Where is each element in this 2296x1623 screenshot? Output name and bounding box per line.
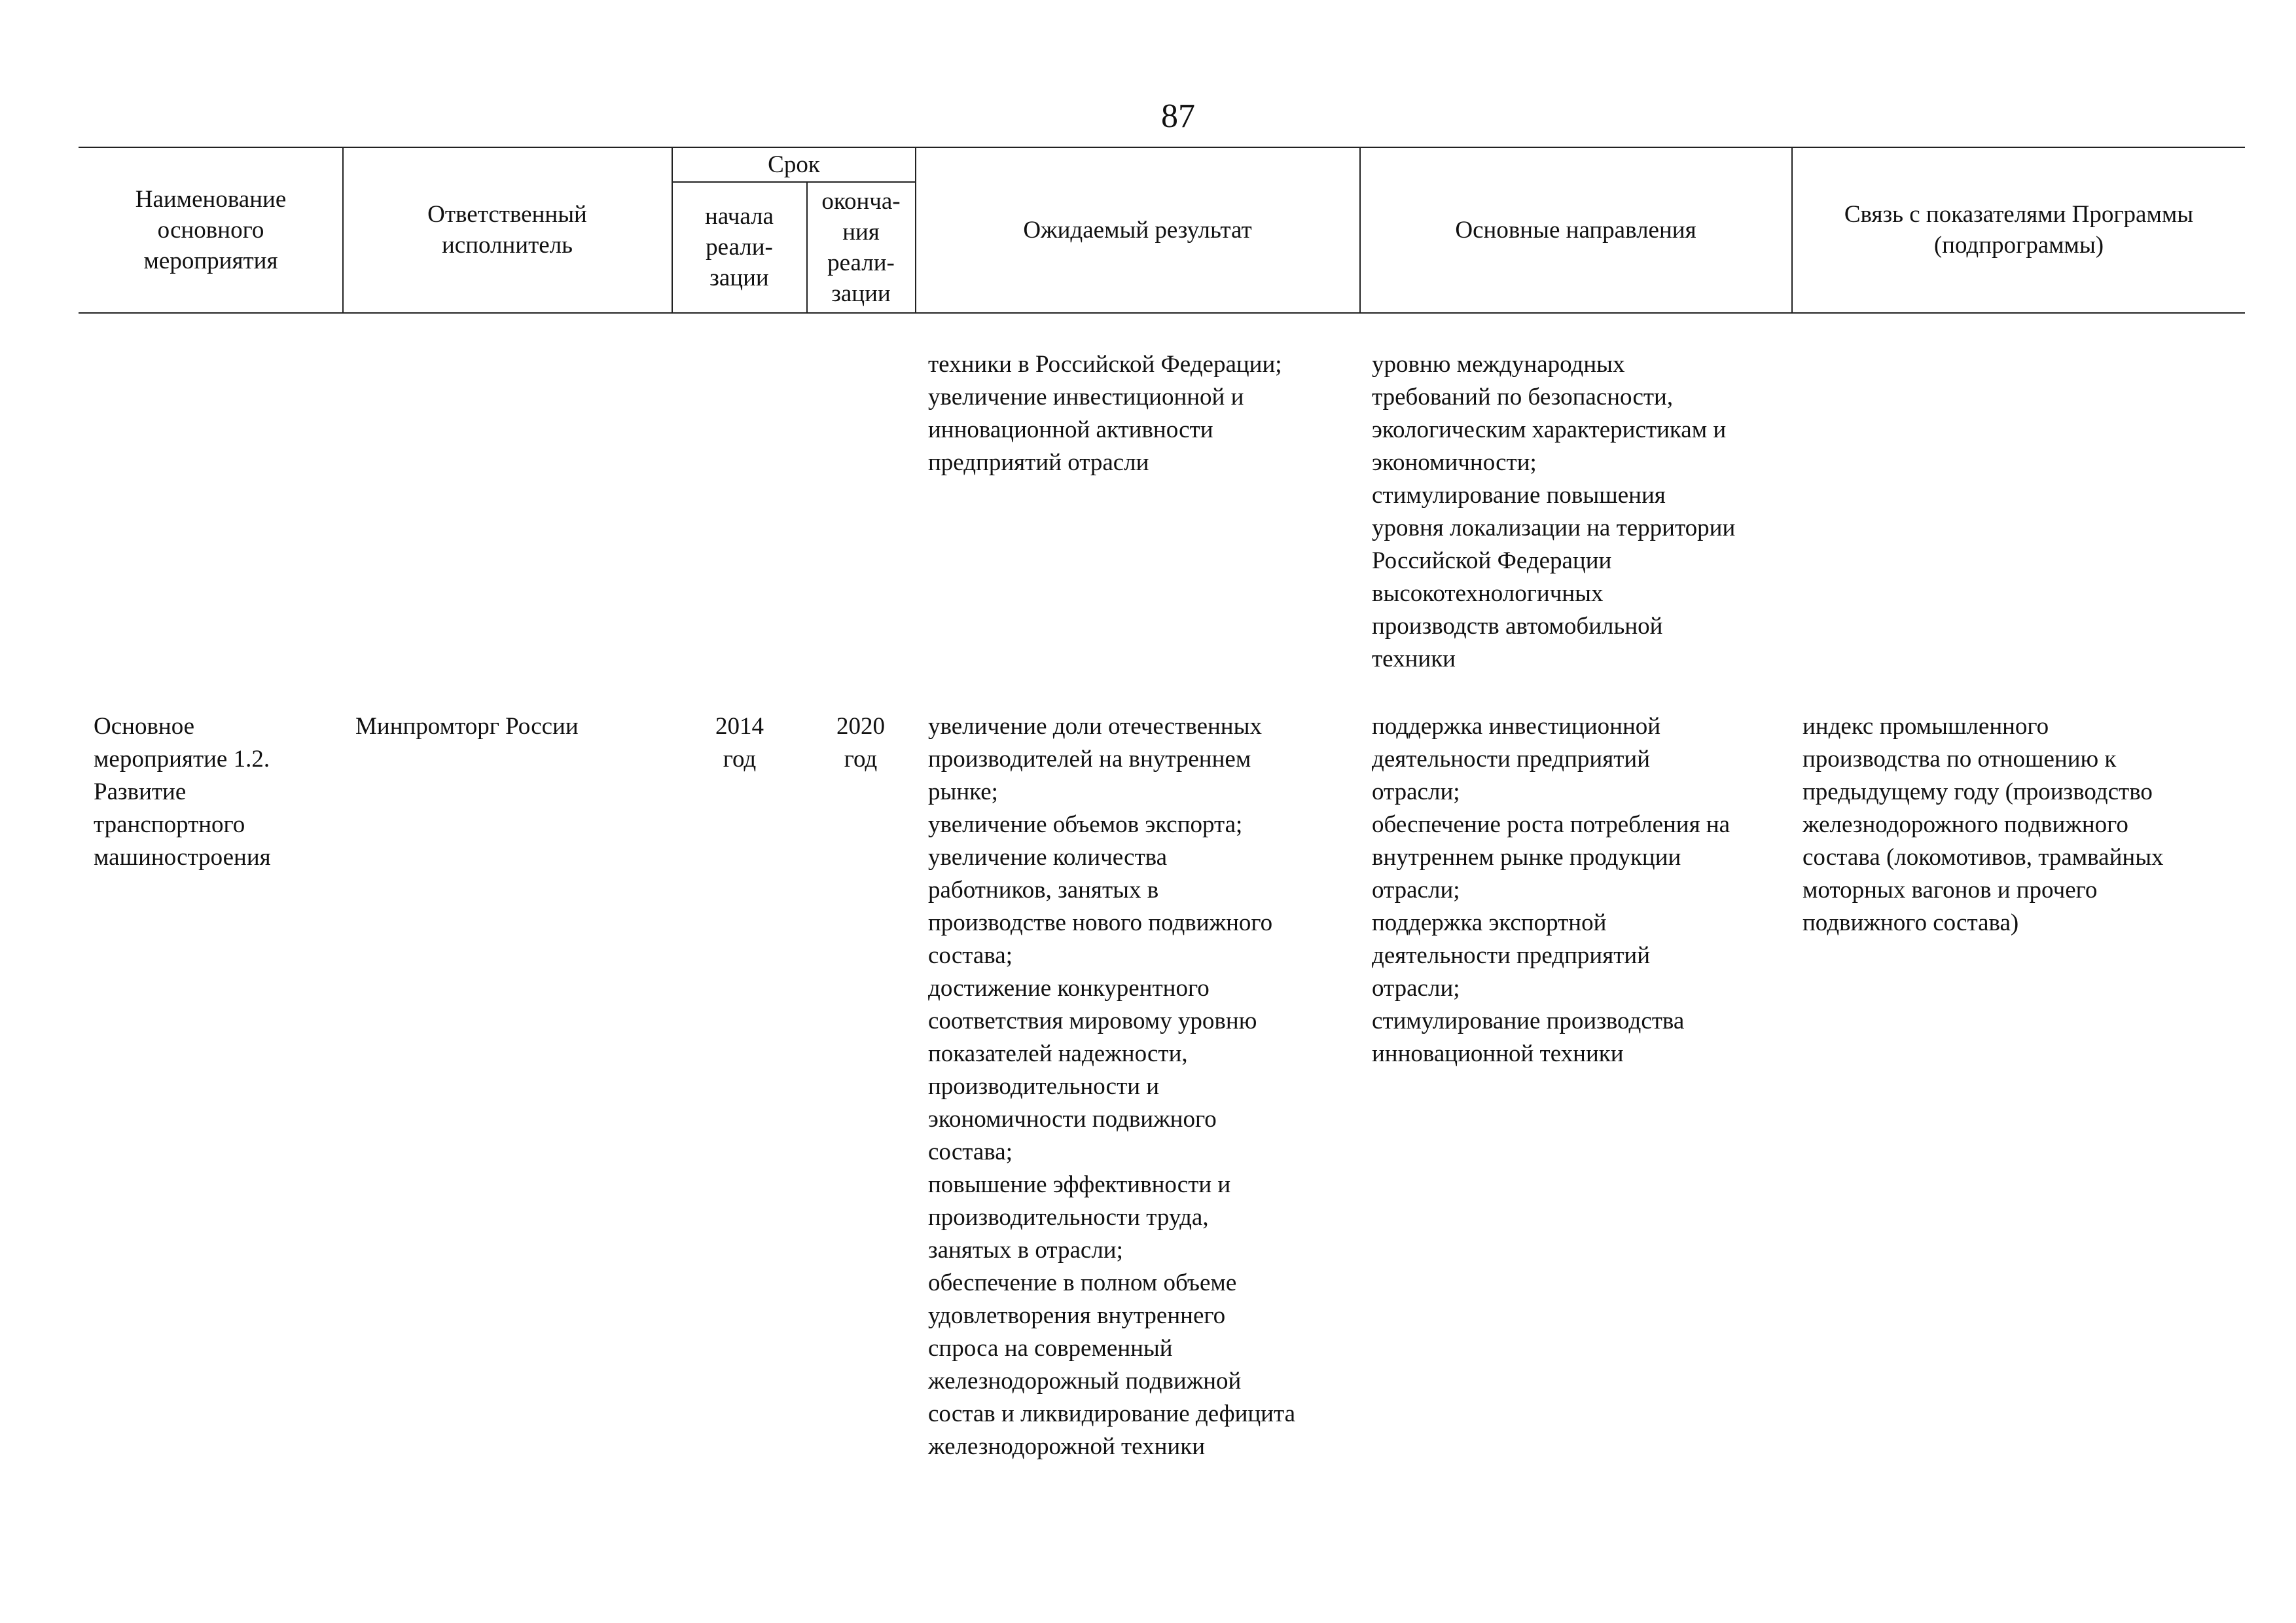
table-header-bottom-border [79,312,2245,314]
header-program-indicators-link: Связь с показателями Программы (подпрограммы) [1844,201,2194,259]
table-row-2-name: Основное мероприятие 1.2. Развитие транспортного машиностроения [94,713,271,871]
header-term: Срок [768,151,820,178]
table-row-1-directions: уровню международных требований по безопасности, экологическим характеристикам и экономичности; стимулирование повышения уровня локализации на территории Российской Федерации высокотехнологичных производств автомобильной техники [1372,351,1736,672]
table-row-2-end-year: 2020 год [836,713,885,773]
table-row-1-result: техники в Российской Федерации; увеличение инвестиционной и инновационной активности предприятий отрасли [928,351,1282,476]
header-expected-result: Ожидаемый результат [1023,216,1252,244]
table-row-2-start-year: 2014 год [715,713,764,773]
header-event-name: Наименование основного мероприятия [135,185,287,274]
header-main-directions: Основные направления [1455,216,1696,244]
table-row-2-indicators-link: индекс промышленного производства по отношению к предыдущему году (производство железнодорожного подвижного состава (локомотивов, трамвайных моторных вагонов и прочего подвижного состава) [1803,713,2164,936]
header-term-end: оконча- ния реали- зации [821,187,901,307]
header-responsible-executor: Ответственный исполнитель [427,201,587,259]
table-row-2-executor: Минпромторг России [355,713,579,740]
table-row-2-directions: поддержка инвестиционной деятельности предприятий отрасли; обеспечение роста потребления на внутреннем рынке продукции отрасли; поддержка экспортной деятельности предприятий отрасли; стимулирование производства инновационной техники [1372,713,1731,1067]
table-row-2-result: увеличение доли отечественных производителей на внутреннем рынке; увеличение объемов экспорта; увеличение количества работников, занятых в производстве нового подвижного состава; достижение конкурентного соответствия мировому уровню показателей надежности, производительности и экономичности подвижного состава; повышение эффективности и производительности труда, занятых в отрасли; обеспечение в полном объеме удовлетворения внутреннего спроса на современный железнодорожный подвижной состав и ликвидирование дефицита железнодорожной техники [928,713,1296,1460]
header-term-start: начала реали- зации [705,203,774,291]
page-number: 87 [1161,98,1195,135]
